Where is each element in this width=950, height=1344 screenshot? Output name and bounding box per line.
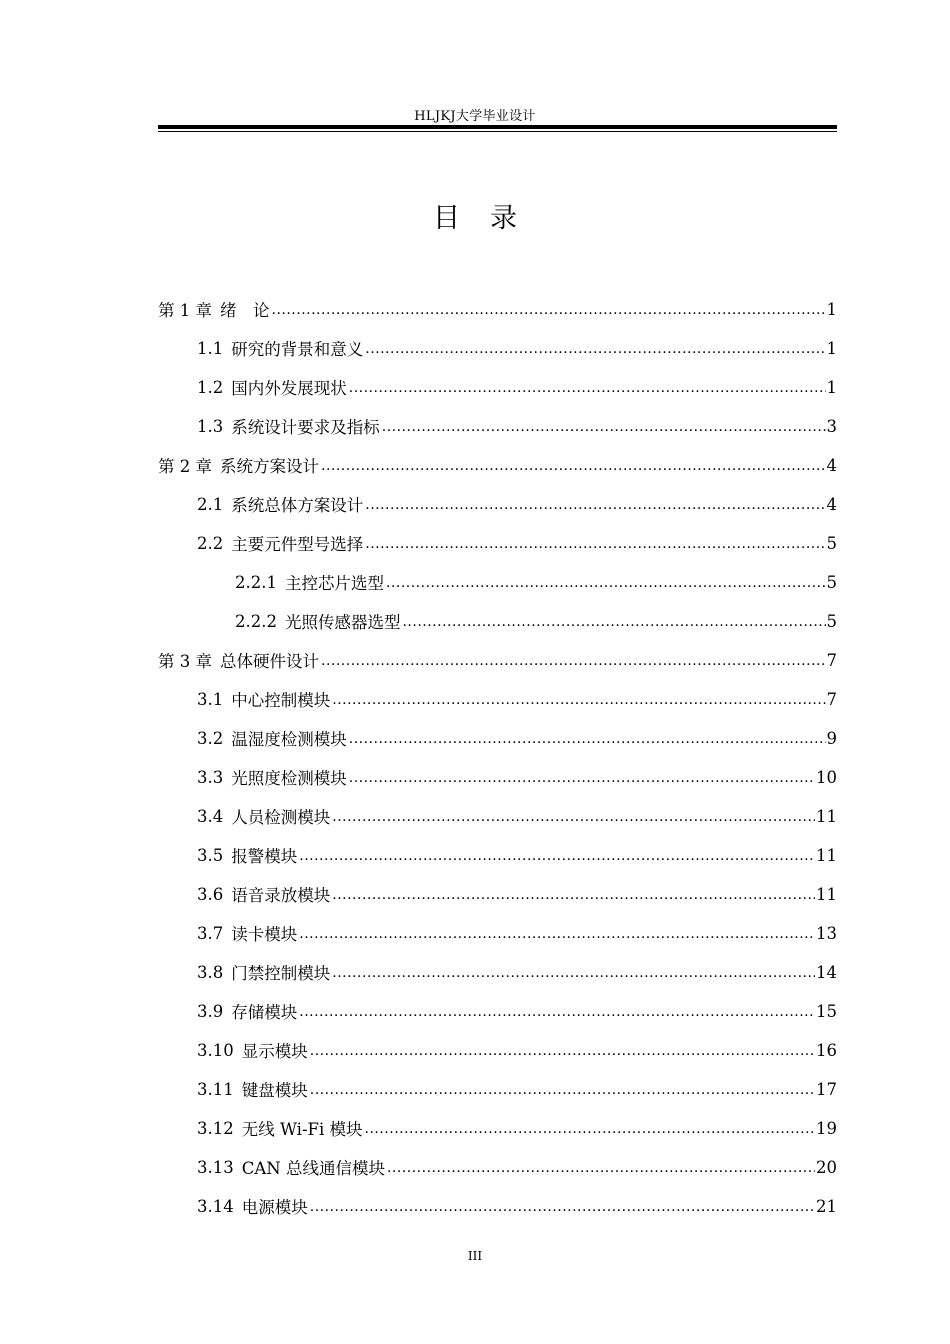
toc-heading: 目录 xyxy=(433,203,547,234)
toc-entry-number: 1.1 xyxy=(197,338,224,358)
toc-entry-number: 1.3 xyxy=(197,416,224,436)
toc-entry-page: 11 xyxy=(816,845,837,865)
toc-entry-page: 19 xyxy=(816,1118,837,1138)
toc-dot-leader xyxy=(402,606,825,636)
toc-entry-title: 人员检测模块 xyxy=(231,808,331,827)
toc-entry-page: 15 xyxy=(816,1001,837,1021)
toc-entry-number: 第 2 章 xyxy=(158,457,212,476)
toc-entry-page: 14 xyxy=(816,962,837,982)
toc-entry[interactable] xyxy=(158,294,837,324)
toc-entry-number: 3.13 xyxy=(197,1157,234,1177)
toc-entry-page: 4 xyxy=(826,494,837,514)
toc-entry-title: 无线 Wi-Fi 模块 xyxy=(241,1120,363,1139)
toc-entry-page: 21 xyxy=(816,1196,837,1216)
toc-entry-title: 国内外发展现状 xyxy=(231,379,347,398)
toc-entry[interactable] xyxy=(197,1191,837,1221)
toc-dot-leader xyxy=(349,762,815,792)
toc-entry[interactable] xyxy=(197,528,837,558)
toc-dot-leader xyxy=(332,957,815,987)
toc-entry-title: 光照度检测模块 xyxy=(231,769,347,788)
toc-entry-title: 键盘模块 xyxy=(241,1081,308,1100)
toc-entry-page: 9 xyxy=(826,728,837,748)
toc-dot-leader xyxy=(349,372,826,402)
toc-entry-title: 主要元件型号选择 xyxy=(231,535,364,554)
toc-dot-leader xyxy=(272,294,826,324)
toc-entry-title: 研究的背景和意义 xyxy=(231,340,364,359)
toc-entry-title: 主控芯片选型 xyxy=(284,574,384,593)
toc-entry[interactable] xyxy=(197,1074,837,1104)
toc-entry[interactable] xyxy=(197,762,837,792)
toc-dot-leader xyxy=(299,996,815,1026)
toc-entry-page: 10 xyxy=(816,767,837,787)
toc-dot-leader xyxy=(365,528,825,558)
toc-entry-title: 显示模块 xyxy=(241,1042,308,1061)
toc-entry-number: 1.2 xyxy=(197,377,224,397)
toc-entry-number: 第 1 章 xyxy=(158,301,212,320)
toc-entry-number: 3.11 xyxy=(197,1079,234,1099)
header-rule-thin xyxy=(158,131,837,132)
toc-entry-title: 电源模块 xyxy=(241,1198,308,1217)
toc-entry-number: 第 3 章 xyxy=(158,652,212,671)
toc-entry[interactable] xyxy=(158,450,837,480)
toc-entry-title: 读卡模块 xyxy=(231,925,298,944)
toc-entry-page: 5 xyxy=(826,533,837,553)
toc-entry-title: 系统总体方案设计 xyxy=(231,496,364,515)
toc-entry-number: 2.2.1 xyxy=(235,572,277,592)
toc-entry[interactable] xyxy=(197,801,837,831)
toc-dot-leader xyxy=(365,333,825,363)
toc-entry-number: 3.12 xyxy=(197,1118,234,1138)
toc-entry[interactable] xyxy=(197,957,837,987)
toc-entry-page: 1 xyxy=(826,338,837,358)
toc-dot-leader xyxy=(321,450,826,480)
toc-entry-page: 11 xyxy=(816,806,837,826)
toc-dot-leader xyxy=(310,1191,815,1221)
toc-dot-leader xyxy=(386,567,826,597)
running-header: HLJKJ大学毕业设计 xyxy=(414,109,536,124)
toc-dot-leader xyxy=(365,1113,816,1143)
toc-entry-title: 语音录放模块 xyxy=(231,886,331,905)
toc-entry[interactable] xyxy=(197,723,837,753)
toc-entry[interactable] xyxy=(158,645,837,675)
toc-entry-number: 3.3 xyxy=(197,767,224,787)
toc-entry-title: 中心控制模块 xyxy=(231,691,331,710)
toc-dot-leader xyxy=(310,1074,815,1104)
toc-dot-leader xyxy=(332,684,825,714)
toc-entry-title: 光照传感器选型 xyxy=(284,613,401,632)
toc-entry-title: CAN 总线通信模块 xyxy=(241,1159,385,1178)
toc-entry[interactable] xyxy=(197,996,837,1026)
toc-entry-number: 2.2.2 xyxy=(235,611,277,631)
toc-entry-title: 系统方案设计 xyxy=(220,457,319,476)
toc-dot-leader xyxy=(332,879,815,909)
toc-entry-page: 13 xyxy=(816,923,837,943)
toc-dot-leader xyxy=(332,801,815,831)
toc-dot-leader xyxy=(349,723,826,753)
toc-entry-page: 5 xyxy=(826,611,837,631)
toc-entry-number: 3.10 xyxy=(197,1040,234,1060)
toc-entry-number: 3.4 xyxy=(197,806,224,826)
toc-entry[interactable] xyxy=(197,333,837,363)
toc-entry-number: 2.1 xyxy=(197,494,224,514)
toc-entry[interactable] xyxy=(197,840,837,870)
toc-entry-page: 7 xyxy=(826,689,837,709)
toc-entry[interactable] xyxy=(235,606,837,636)
toc-entry-title: 总体硬件设计 xyxy=(220,652,319,671)
toc-dot-leader xyxy=(299,918,815,948)
toc-entry-number: 3.9 xyxy=(197,1001,224,1021)
toc-entry-number: 3.7 xyxy=(197,923,224,943)
toc-entry-number: 3.8 xyxy=(197,962,224,982)
toc-entry[interactable] xyxy=(197,489,837,519)
toc-entry-title: 绪 论 xyxy=(220,301,270,320)
toc-entry-title: 系统设计要求及指标 xyxy=(231,418,380,437)
header-rule-thick xyxy=(158,125,837,129)
toc-dot-leader xyxy=(382,411,826,441)
page-number: III xyxy=(467,1249,483,1263)
toc-entry-page: 16 xyxy=(816,1040,837,1060)
toc-entry-number: 3.14 xyxy=(197,1196,234,1216)
toc-entry-page: 1 xyxy=(826,377,837,397)
toc-entry[interactable] xyxy=(197,411,837,441)
toc-entry-page: 3 xyxy=(826,416,837,436)
toc-entry[interactable] xyxy=(197,1152,837,1182)
toc-entry[interactable] xyxy=(197,879,837,909)
toc-entry-page: 20 xyxy=(816,1157,837,1177)
toc-dot-leader xyxy=(387,1152,815,1182)
toc-entry-title: 门禁控制模块 xyxy=(231,964,331,983)
toc-entry-page: 1 xyxy=(826,299,837,319)
toc-entry-number: 2.2 xyxy=(197,533,224,553)
toc-entry-title: 温湿度检测模块 xyxy=(231,730,347,749)
toc-entry-page: 4 xyxy=(826,455,837,475)
toc-entry-number: 3.2 xyxy=(197,728,224,748)
toc-entry[interactable] xyxy=(197,372,837,402)
toc-dot-leader xyxy=(365,489,825,519)
toc-entry-title: 报警模块 xyxy=(231,847,298,866)
toc-entry-page: 17 xyxy=(816,1079,837,1099)
toc-entry[interactable] xyxy=(197,684,837,714)
toc-entry-number: 3.5 xyxy=(197,845,224,865)
toc-dot-leader xyxy=(321,645,826,675)
toc-entry-title: 存储模块 xyxy=(231,1003,298,1022)
toc-entry[interactable] xyxy=(235,567,837,597)
toc-entry-page: 5 xyxy=(826,572,837,592)
toc-dot-leader xyxy=(310,1035,815,1065)
toc-entry-page: 11 xyxy=(816,884,837,904)
toc-entry[interactable] xyxy=(197,1035,837,1065)
toc-entry[interactable] xyxy=(197,918,837,948)
toc-entry[interactable] xyxy=(197,1113,837,1143)
toc-dot-leader xyxy=(299,840,815,870)
toc-entry-page: 7 xyxy=(826,650,837,670)
toc-entry-number: 3.6 xyxy=(197,884,224,904)
toc-entry-number: 3.1 xyxy=(197,689,224,709)
